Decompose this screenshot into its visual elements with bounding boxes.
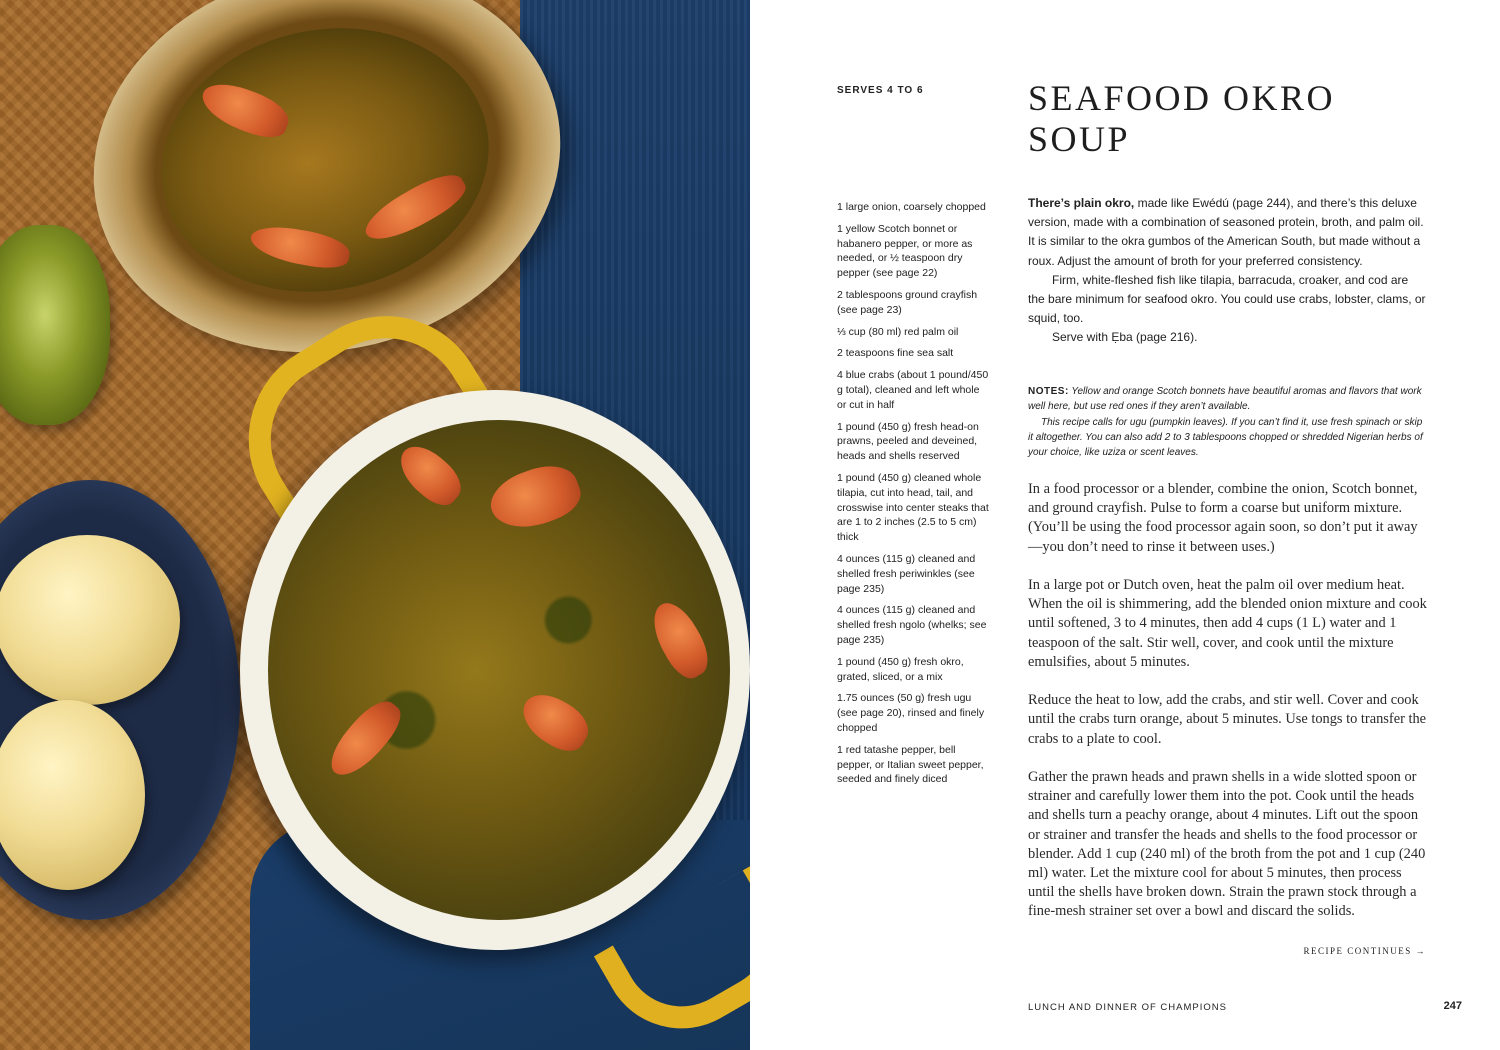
method-step: Reduce the heat to low, add the crabs, and stir well. Cover and cook until the crabs turn orange, about 5 minutes. Use tongs to transfer the crabs to a plate to cool. bbox=[1028, 692, 1427, 747]
ingredient-item: 1 pound (450 g) fresh okro, grated, sliced, or a mix bbox=[837, 655, 964, 683]
headnote bbox=[1028, 194, 1428, 348]
method-step: Gather the prawn heads and prawn shells in a wide slotted spoon or strainer and carefully lower them into the pot. Cook until the heads and shells turn a peachy orange, about 4 minutes. Lift out the spoon or strainer and transfer the heads and shells to the food processor or blender. Add 1 cup (240 ml) of the broth from the pot and 1 cup (240 ml) water. Let the mixture cool for about 5 minutes, then process until the shells have broken down. Strain the prawn stock through a fine-mesh strainer set over a bowl and discard the solids. bbox=[1028, 769, 1426, 920]
ingredient-item: 1 pound (450 g) cleaned whole tilapia, cut into head, tail, and crosswise into center steaks that are 1 to 2 inches (2.5 to 5 cm) thick bbox=[837, 471, 989, 544]
ingredient-item: 1 yellow Scotch bonnet or habanero pepper, or more as needed, or ½ teaspoon dry pepper (see page 22) bbox=[837, 222, 973, 280]
ingredient-item: 4 blue crabs (about 1 pound/450 g total), cleaned and left whole or cut in half bbox=[837, 369, 989, 411]
page-number: 247 bbox=[1443, 1000, 1462, 1012]
headnote-paragraph bbox=[1028, 194, 1428, 271]
ingredient-item: 1.75 ounces (50 g) fresh ugu (see page 20), rinsed and finely chopped bbox=[837, 692, 985, 734]
method-step: In a food processor or a blender, combine the onion, Scotch bonnet, and ground crayfish. Pulse to form a coarse but uniform mixture. (You’ll be using the food processor again soon, so don’t put it away—you don’t need to rinse it between uses.) bbox=[1028, 481, 1418, 555]
recipe-continues-label: RECIPE CONTINUES → bbox=[1303, 946, 1426, 956]
running-footer: LUNCH AND DINNER OF CHAMPIONS bbox=[1028, 1002, 1227, 1013]
notes-label: NOTES: bbox=[1028, 386, 1069, 397]
ingredient-list bbox=[837, 200, 989, 794]
headnote-paragraph: Serve with Ẹba (page 216). bbox=[1052, 330, 1198, 345]
title-line-1: SEAFOOD OKRO bbox=[1028, 78, 1336, 118]
ingredient-item: 1 red tatashe pepper, bell pepper, or Italian sweet pepper, seeded and finely diced bbox=[837, 743, 984, 786]
ingredient-item: 2 teaspoons fine sea salt bbox=[837, 347, 954, 360]
method-step: In a large pot or Dutch oven, heat the palm oil over medium heat. When the oil is shimmering, add the blended onion mixture and cook until softened, 3 to 4 minutes, then add 4 cups (1 L) water and 1 teaspoon of the salt. Stir well, cover, and cook until the mixture emulsifies, about 5 minutes. bbox=[1028, 577, 1427, 670]
ingredient-item: 1 large onion, coarsely chopped bbox=[837, 201, 986, 213]
drinking-glass bbox=[0, 225, 110, 425]
recipe-page bbox=[750, 0, 1500, 1050]
serves-label: SERVES 4 TO 6 bbox=[837, 85, 924, 96]
title-line-2: SOUP bbox=[1028, 119, 1131, 159]
recipe-title bbox=[1028, 78, 1448, 160]
headnote-text: made like Ewédú (page 244), and there’s this deluxe version, made with a combination of seasoned protein, broth, and palm oil. It is similar to the okra gumbos of the American South, but made without a roux. Adjust the amount of broth for your preferred consistency. bbox=[1028, 196, 1424, 268]
ingredient-item: 1 pound (450 g) fresh head-on prawns, peeled and deveined, heads and shells reserved bbox=[837, 420, 979, 463]
ingredient-item: 2 tablespoons ground crayfish (see page 23) bbox=[837, 288, 978, 316]
ingredient-item: 4 ounces (115 g) cleaned and shelled fresh periwinkles (see page 235) bbox=[837, 552, 976, 595]
note-paragraph bbox=[1028, 384, 1428, 415]
method-steps bbox=[1028, 480, 1428, 941]
swallow-ball bbox=[0, 535, 180, 705]
ingredient-item: ⅓ cup (80 ml) red palm oil bbox=[837, 325, 959, 338]
headnote-paragraph: Firm, white-fleshed fish like tilapia, barracuda, croaker, and cod are the bare minimum for seafood okro. You could use crabs, lobster, clams, or squid, too. bbox=[1028, 272, 1426, 326]
note-text: Yellow and orange Scotch bonnets have beautiful aromas and flavors that work well here, but use red ones if they aren’t available. bbox=[1028, 386, 1422, 413]
headnote-lead: There’s plain okro, bbox=[1028, 196, 1135, 210]
ingredient-item: 4 ounces (115 g) cleaned and shelled fresh ngolo (whelks; see page 235) bbox=[837, 604, 987, 646]
notes-section bbox=[1028, 384, 1428, 460]
note-paragraph: This recipe calls for ugu (pumpkin leaves). If you can’t find it, use fresh spinach or skip it altogether. You can also add 2 to 3 tablespoons chopped or shredded Nigerian herbs of your choice, like uziza or scent leaves. bbox=[1028, 416, 1423, 459]
